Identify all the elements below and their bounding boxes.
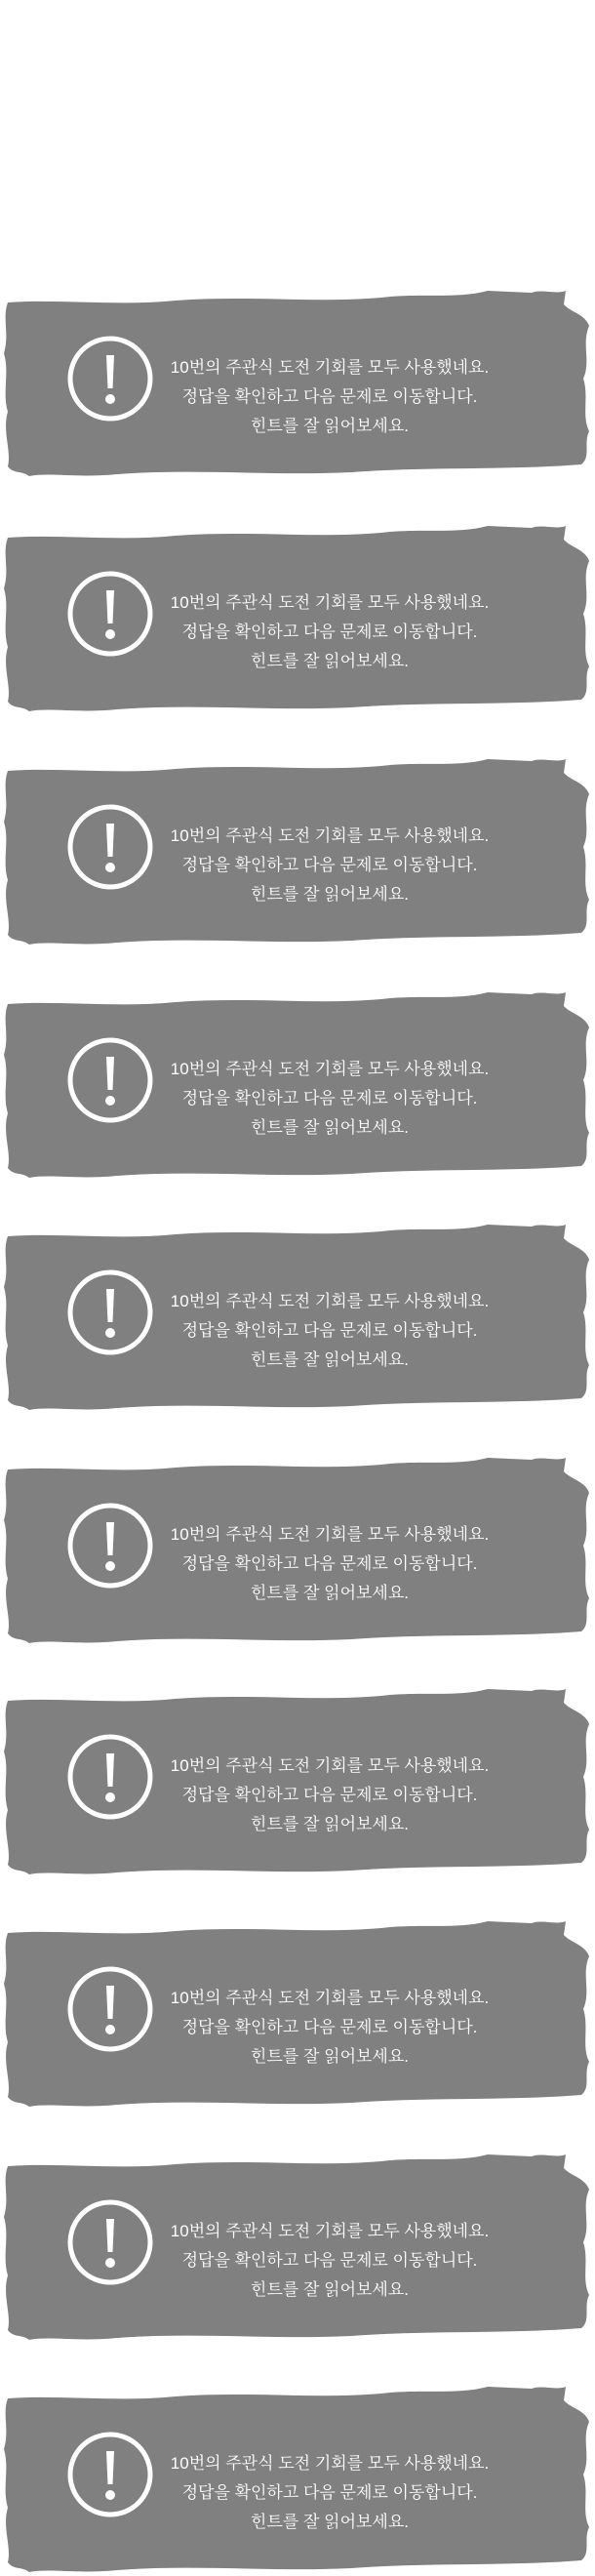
alert-circle-icon [65, 1501, 155, 1590]
toast-message-line-1: 10번의 주관식 도전 기회를 모두 사용했네요. [170, 2454, 490, 2473]
toast-message-line-3: 힌트를 잘 읽어보세요. [251, 1815, 409, 1833]
alert-circle-icon [65, 1964, 155, 2054]
toast-banner [0, 1915, 595, 2111]
toast-message-line-3: 힌트를 잘 읽어보세요. [251, 1350, 409, 1369]
toast-message-line-3: 힌트를 잘 읽어보세요. [251, 417, 409, 435]
animation-frame [0, 2149, 595, 2344]
animation-frame [0, 753, 595, 948]
toast-message-line-2: 정답을 확인하고 다음 문제로 이동합니다. [181, 1321, 478, 1340]
toast-banner [0, 285, 595, 480]
animation-frame [0, 1452, 595, 1647]
toast-message-line-3: 힌트를 잘 읽어보세요. [251, 652, 409, 670]
toast-message-line-1: 10번의 주관식 도전 기회를 모두 사용했네요. [170, 1756, 490, 1775]
toast-message [164, 2449, 496, 2537]
toast-message-line-3: 힌트를 잘 읽어보세요. [251, 2513, 409, 2531]
toast-message [164, 2217, 496, 2305]
toast-message [164, 1055, 496, 1143]
alert-circle-icon [65, 334, 155, 423]
animation-frame [0, 986, 595, 1182]
alert-circle-icon [65, 1732, 155, 1822]
toast-message-line-2: 정답을 확인하고 다음 문제로 이동합니다. [181, 387, 478, 406]
alert-circle-icon [65, 1268, 155, 1357]
animation-frame [0, 1683, 595, 1878]
toast-banner [0, 2149, 595, 2344]
toast-message [164, 1984, 496, 2072]
toast-message-line-1: 10번의 주관식 도전 기회를 모두 사용했네요. [170, 358, 490, 377]
alert-circle-icon [65, 802, 155, 892]
toast-message-line-2: 정답을 확인하고 다음 문제로 이동합니다. [181, 623, 478, 641]
animation-frame [0, 2381, 595, 2576]
toast-banner [0, 753, 595, 948]
toast-message-line-1: 10번의 주관식 도전 기회를 모두 사용했네요. [170, 1525, 490, 1544]
toast-message [164, 588, 496, 676]
reveal-mask [0, 285, 490, 480]
toast-message [164, 353, 496, 441]
toast-message-line-3: 힌트를 잘 읽어보세요. [251, 1584, 409, 1602]
animation-frame [0, 520, 595, 715]
toast-message [164, 822, 496, 909]
reveal-mask [0, 1915, 490, 2111]
animation-frame [0, 1219, 595, 1414]
alert-circle-icon [65, 1035, 155, 1125]
reveal-mask [0, 753, 490, 948]
alert-circle-icon [65, 2197, 155, 2287]
toast-message-line-2: 정답을 확인하고 다음 문제로 이동합니다. [181, 2483, 478, 2502]
toast-message-line-3: 힌트를 잘 읽어보세요. [251, 2280, 409, 2299]
toast-message-line-1: 10번의 주관식 도전 기회를 모두 사용했네요. [170, 2222, 490, 2240]
toast-message-line-1: 10번의 주관식 도전 기회를 모두 사용했네요. [170, 1060, 490, 1078]
toast-message-line-1: 10번의 주관식 도전 기회를 모두 사용했네요. [170, 593, 490, 612]
reveal-mask [0, 520, 490, 715]
toast-banner [0, 1683, 595, 1878]
toast-message [164, 1751, 496, 1839]
toast-message-line-2: 정답을 확인하고 다음 문제로 이동합니다. [181, 2251, 478, 2270]
reveal-mask [0, 1452, 490, 1647]
toast-message-line-3: 힌트를 잘 읽어보세요. [251, 885, 409, 904]
toast-banner [0, 986, 595, 1182]
alert-circle-icon [65, 569, 155, 659]
reveal-mask [0, 2381, 595, 2576]
toast-message-line-2: 정답을 확인하고 다음 문제로 이동합니다. [181, 1786, 478, 1804]
toast-message [164, 1287, 496, 1375]
toast-message [164, 1520, 496, 1608]
toast-message-line-2: 정답을 확인하고 다음 문제로 이동합니다. [181, 856, 478, 874]
alert-circle-icon [65, 2430, 155, 2519]
toast-message-line-2: 정답을 확인하고 다음 문제로 이동합니다. [181, 2018, 478, 2036]
toast-banner [0, 1452, 595, 1647]
toast-message-line-3: 힌트를 잘 읽어보세요. [251, 2047, 409, 2066]
reveal-mask [0, 1219, 490, 1414]
toast-message-line-1: 10번의 주관식 도전 기회를 모두 사용했네요. [170, 826, 490, 845]
toast-message-line-3: 힌트를 잘 읽어보세요. [251, 1118, 409, 1137]
animation-frame [0, 1915, 595, 2111]
reveal-mask [0, 986, 490, 1182]
toast-message-line-2: 정답을 확인하고 다음 문제로 이동합니다. [181, 1554, 478, 1573]
toast-banner [0, 2381, 595, 2576]
toast-message-line-1: 10번의 주관식 도전 기회를 모두 사용했네요. [170, 1989, 490, 2007]
toast-message-line-1: 10번의 주관식 도전 기회를 모두 사용했네요. [170, 1292, 490, 1310]
reveal-mask [0, 1683, 490, 1878]
animation-frame [0, 285, 595, 480]
toast-message-line-2: 정답을 확인하고 다음 문제로 이동합니다. [181, 1089, 478, 1107]
toast-banner [0, 1219, 595, 1414]
toast-banner [0, 520, 595, 715]
reveal-mask [0, 2149, 538, 2344]
